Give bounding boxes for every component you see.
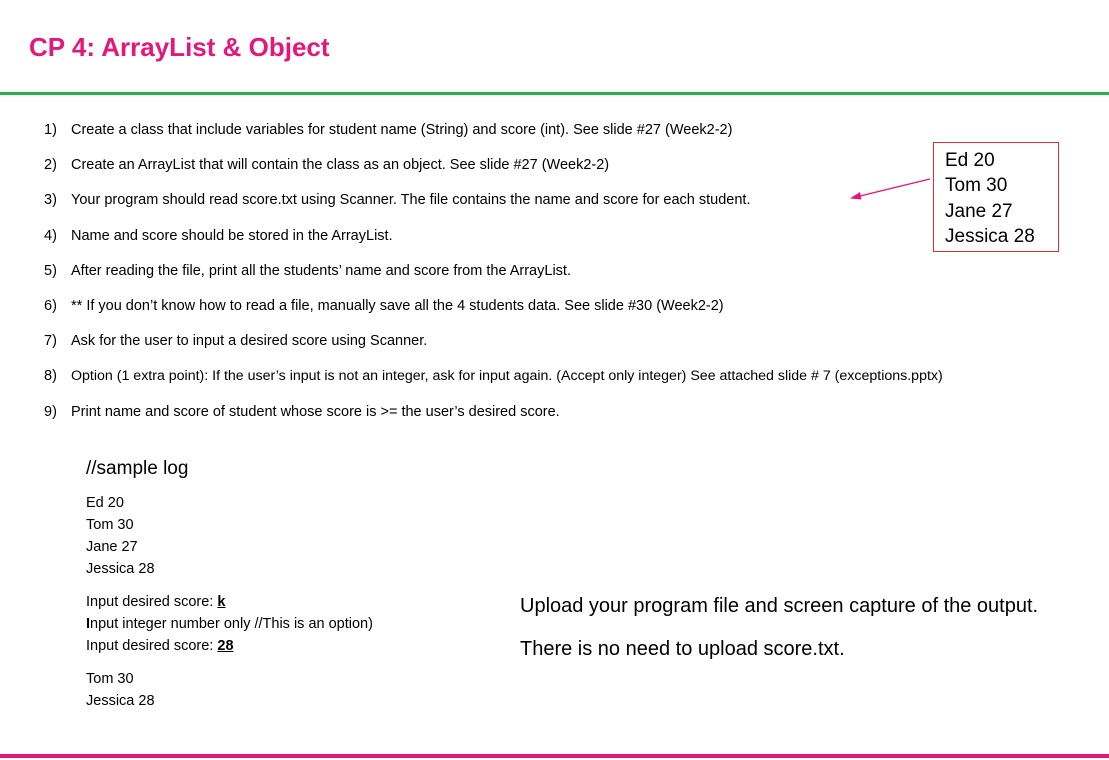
- item-number: 1): [44, 122, 57, 138]
- file-line: Tom 30: [945, 175, 1008, 197]
- arrow-icon: [846, 176, 932, 202]
- file-line: Jane 27: [945, 200, 1013, 222]
- item-text: Ask for the user to input a desired score using Scanner.: [71, 333, 428, 350]
- item-text: Print name and score of student whose score is >= the user’s desired score.: [71, 403, 560, 420]
- upload-instructions: [520, 592, 1038, 678]
- item-number: 2): [44, 157, 57, 174]
- item-text: Create a class that include variables for student name (String) and score (int). See slide #27 (Week2-2): [71, 122, 733, 138]
- item-text: Create an ArrayList that will contain the class as an object. See slide #27 (Week2-2): [71, 157, 610, 174]
- item-number: 8): [44, 368, 57, 385]
- log-prompt: [86, 635, 373, 657]
- user-input-value: k: [217, 594, 226, 610]
- log-line: Jane 27: [86, 539, 138, 555]
- sample-log: [86, 458, 373, 712]
- item-number: 6): [44, 297, 57, 314]
- log-line: Ed 20: [86, 495, 124, 511]
- file-line: Jessica 28: [945, 226, 1035, 248]
- item-text: ** If you don’t know how to read a file, manually save all the 4 students data. See slide #30 (Week2-2): [71, 297, 724, 314]
- log-prompt: [86, 591, 373, 613]
- item-text: Option (1 extra point): If the user’s input is not an integer, ask for input again. (Accept only integer) See attached slide # 7 (exceptions.pptx): [71, 368, 943, 385]
- page-title: CP 4: ArrayList & Object: [29, 32, 330, 62]
- user-input-value: 28: [217, 638, 234, 654]
- error-text: nput integer number only //This is an option): [90, 616, 373, 632]
- log-error: [86, 613, 373, 635]
- item-text: After reading the file, print all the students’ name and score from the ArrayList.: [71, 262, 571, 279]
- prompt-label: Input desired score:: [86, 594, 218, 610]
- item-text: Your program should read score.txt using Scanner. The file contains the name and score for each student.: [71, 192, 751, 209]
- prompt-label: Input desired score:: [86, 638, 218, 654]
- log-line: Tom 30: [86, 671, 134, 687]
- file-line: Ed 20: [945, 150, 995, 171]
- item-text: Name and score should be stored in the ArrayList.: [71, 227, 393, 244]
- sample-log-heading: //sample log: [86, 458, 189, 479]
- item-number: 7): [44, 333, 57, 350]
- item-number: 4): [44, 227, 57, 244]
- log-line: Jessica 28: [86, 693, 155, 709]
- item-number: 9): [44, 403, 57, 420]
- score-file-preview: [933, 142, 1059, 252]
- item-number: 3): [44, 192, 57, 209]
- item-number: 5): [44, 262, 57, 279]
- upload-line: There is no need to upload score.txt.: [520, 638, 845, 660]
- footer-divider: [0, 754, 1109, 758]
- upload-line: Upload your program file and screen capture of the output.: [520, 595, 1039, 617]
- log-line: Jessica 28: [86, 561, 155, 577]
- log-line: Tom 30: [86, 517, 134, 533]
- title-divider: [0, 92, 1109, 95]
- error-first-letter: I: [86, 616, 91, 632]
